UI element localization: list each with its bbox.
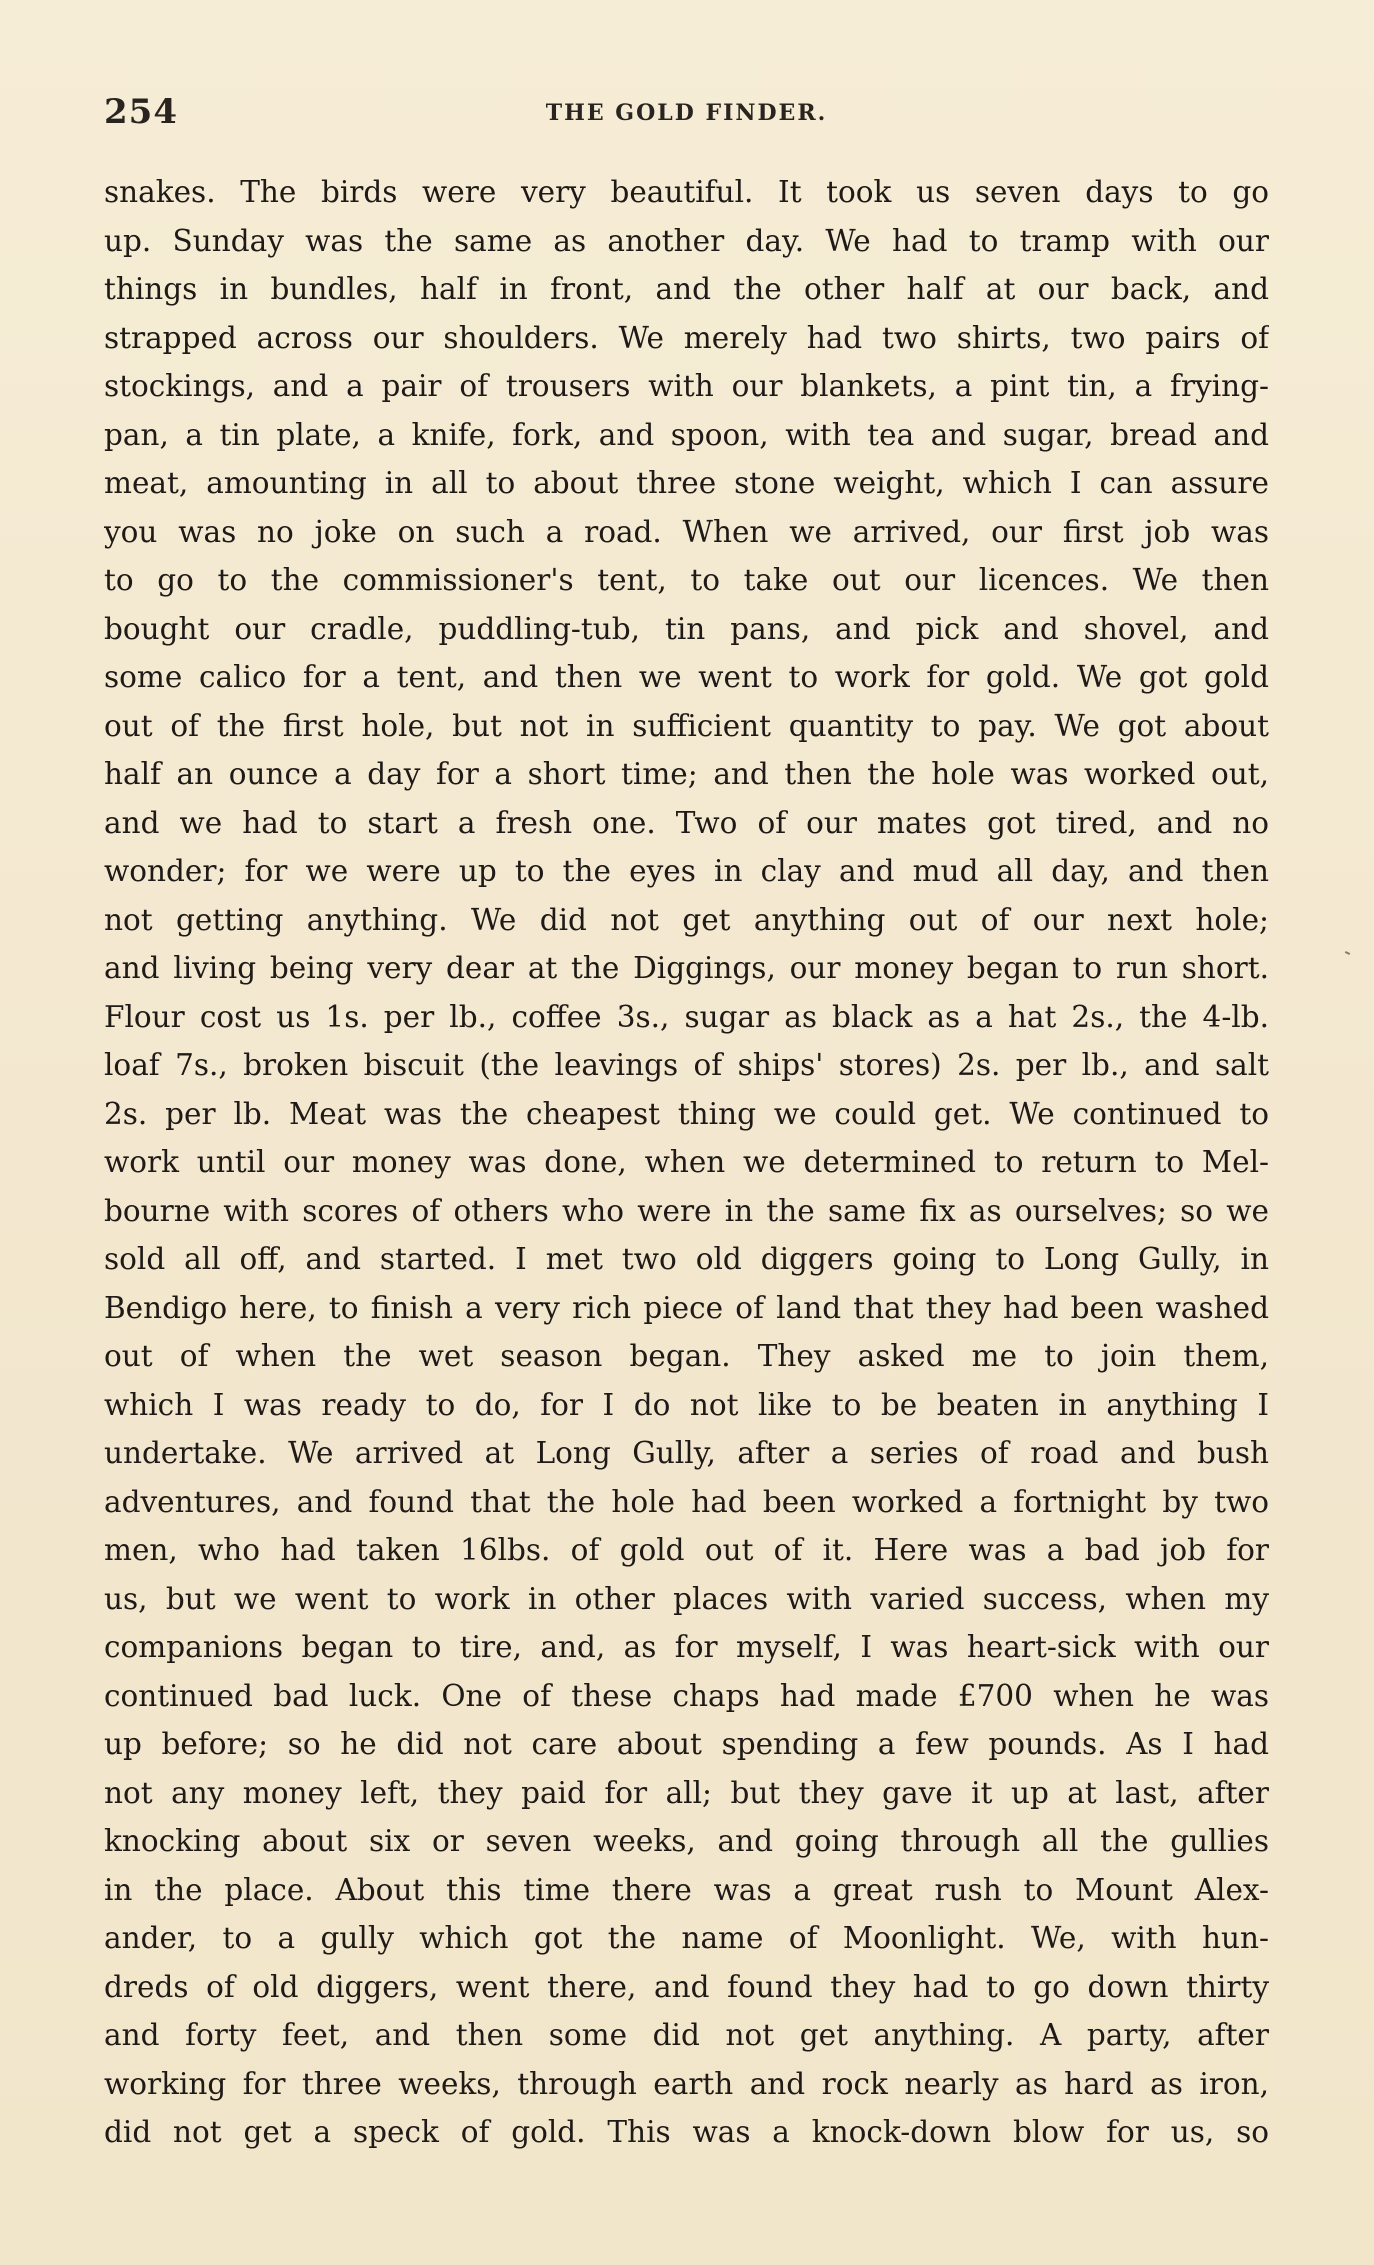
text-line: sold all off, and started. I met two old diggers going to Long Gully, in [104, 1242, 1269, 1276]
text-line: companions began to tire, and, as for myself, I was heart-sick with our [104, 1630, 1269, 1664]
text-line: up before; so he did not care about spending a few pounds. As I had [104, 1727, 1269, 1761]
text-line: and we had to start a fresh one. Two of our mates got tired, and no [104, 805, 1269, 840]
text-line: Bendigo here, to finish a very rich piece of land that they had been washed [104, 1290, 1269, 1325]
text-line: things in bundles, half in front, and the other half at our back, and [104, 272, 1269, 306]
text-line: out of when the wet season began. They asked me to join them, [104, 1339, 1269, 1373]
text-line: dreds of old diggers, went there, and found they had to go down thirty [104, 1969, 1269, 2004]
page-number: 254 [104, 92, 178, 132]
text-line: and forty feet, and then some did not get anything. A party, after [104, 2018, 1269, 2052]
text-line: meat, amounting in all to about three stone weight, which I can assure [104, 466, 1269, 500]
text-line: strapped across our shoulders. We merely had two shirts, two pairs of [104, 320, 1269, 355]
text-line: undertake. We arrived at Long Gully, after a series of road and bush [104, 1436, 1269, 1470]
text-line: out of the first hole, but not in sufficient quantity to pay. We got about [104, 708, 1269, 743]
text-line: not getting anything. We did not get anything out of our next hole; [104, 902, 1269, 937]
text-line: in the place. About this time there was a great rush to Mount Alex- [104, 1872, 1269, 1907]
text-line: did not get a speck of gold. This was a knock-down blow for us, so [104, 2115, 1269, 2149]
text-line: up. Sunday was the same as another day. We had to tramp with our [104, 223, 1269, 258]
text-line: loaf 7s., broken biscuit (the leavings of ships' stores) 2s. per lb., and salt [104, 1048, 1269, 1082]
text-line: bourne with scores of others who were in the same fix as ourselves; so we [104, 1193, 1269, 1228]
text-line: half an ounce a day for a short time; and then the hole was worked out, [104, 757, 1269, 791]
text-line: us, but we went to work in other places with varied success, when my [104, 1581, 1269, 1616]
text-line: 2s. per lb. Meat was the cheapest thing we could get. We continued to [104, 1096, 1269, 1131]
text-line: knocking about six or seven weeks, and going through all the gullies [104, 1824, 1269, 1858]
text-line: pan, a tin plate, a knife, fork, and spoon, with tea and sugar, bread and [104, 417, 1269, 452]
body-text [104, 168, 1269, 2157]
text-line: adventures, and found that the hole had been worked a fortnight by two [104, 1484, 1269, 1519]
text-line: men, who had taken 16lbs. of gold out of it. Here was a bad job for [104, 1533, 1269, 1567]
text-line: you was no joke on such a road. When we arrived, our first job was [104, 514, 1269, 549]
text-line: stockings, and a pair of trousers with our blankets, a pint tin, a frying- [104, 369, 1269, 403]
text-line: ander, to a gully which got the name of Moonlight. We, with hun- [104, 1921, 1269, 1955]
text-line: snakes. The birds were very beautiful. It took us seven days to go [104, 175, 1269, 209]
text-line: which I was ready to do, for I do not like to be beaten in anything I [104, 1387, 1269, 1422]
text-line: and living being very dear at the Diggings, our money began to run short. [104, 951, 1269, 985]
text-line: working for three weeks, through earth and rock nearly as hard as iron, [104, 2066, 1269, 2101]
text-line: bought our cradle, puddling-tub, tin pans, and pick and shovel, and [104, 611, 1269, 646]
text-line: continued bad luck. One of these chaps had made £700 when he was [104, 1678, 1269, 1713]
text-line: Flour cost us 1s. per lb., coffee 3s., sugar as black as a hat 2s., the 4-lb. [104, 999, 1269, 1034]
text-line: not any money left, they paid for all; but they gave it up at last, after [104, 1775, 1269, 1810]
text-line: to go to the commissioner's tent, to take out our licences. We then [104, 563, 1269, 597]
page-header [104, 92, 1269, 132]
text-line: wonder; for we were up to the eyes in clay and mud all day, and then [104, 854, 1269, 888]
text-line: some calico for a tent, and then we went to work for gold. We got gold [104, 660, 1269, 694]
text-line: work until our money was done, when we determined to return to Mel- [104, 1145, 1269, 1179]
running-title: THE GOLD FINDER. [545, 100, 828, 126]
margin-speck [1345, 951, 1350, 955]
